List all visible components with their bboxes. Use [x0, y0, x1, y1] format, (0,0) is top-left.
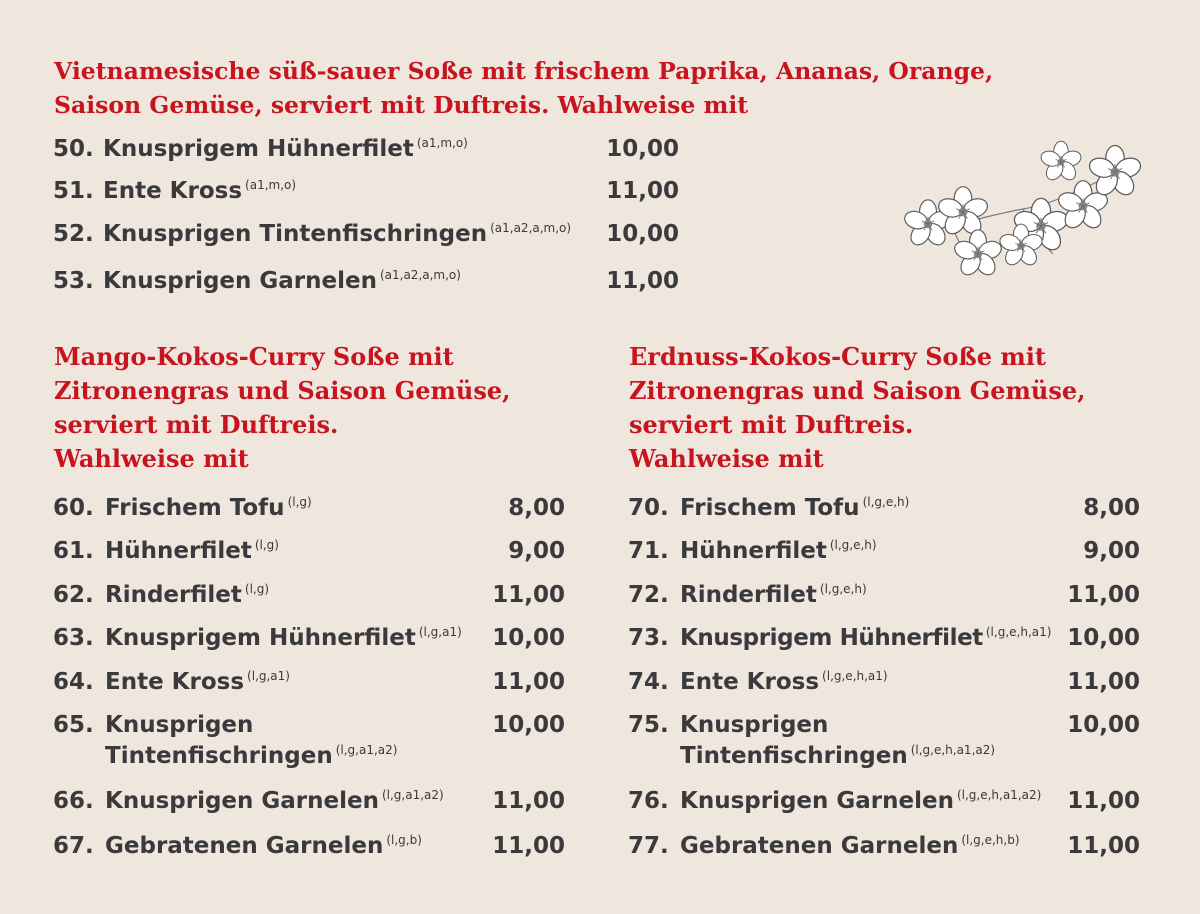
- section2-heading-line: serviert mit Duftreis.: [54, 410, 339, 439]
- item-price: 10,00: [492, 625, 565, 651]
- item-price: 11,00: [492, 833, 565, 859]
- item-name: Knusprigem Hühnerfilet $^{(l,g,a1)}$: [105, 625, 462, 651]
- allergen-codes: (l,g): [287, 495, 312, 509]
- item-name: Knusprigem Hühnerfilet $^{(a1,m,o)}$: [103, 136, 468, 162]
- item-name: Knusprigen Tintenfischringen $^{(l,g,a1,a2)}$: [105, 712, 398, 769]
- allergen-codes: (l,g,a1): [247, 669, 290, 683]
- item-name: Ente Kross $^{(a1,m,o)}$: [103, 178, 297, 204]
- item-price: 11,00: [492, 582, 565, 608]
- item-number: 66.: [53, 788, 94, 814]
- section2-heading-line: Wahlweise mit: [54, 444, 249, 473]
- item-number: 51.: [53, 178, 94, 204]
- item-name: Knusprigen Tintenfischringen $^{(l,g,e,h,a1,a2)}$: [680, 712, 996, 769]
- item-number: 61.: [53, 538, 94, 564]
- section1-heading-line: Saison Gemüse, serviert mit Duftreis. Wahlweise mit: [54, 91, 749, 119]
- section3-heading-line: Zitronengras und Saison Gemüse,: [629, 376, 1086, 405]
- item-name: Knusprigen Garnelen $^{(l,g,e,h,a1,a2)}$: [680, 788, 1042, 814]
- cherry-blossom-icon: [893, 134, 1155, 290]
- allergen-codes: (l,g,e,h,a1,a2): [910, 743, 996, 757]
- item-number: 53.: [53, 268, 94, 294]
- item-number: 76.: [628, 788, 669, 814]
- item-name: Knusprigen Garnelen $^{(a1,a2,a,m,o)}$: [103, 268, 461, 294]
- section2-heading-line: Zitronengras und Saison Gemüse,: [54, 376, 511, 405]
- item-price: 11,00: [606, 178, 679, 204]
- allergen-codes: (l,g,e,h): [829, 538, 877, 552]
- item-name: Frischem Tofu $^{(l,g,e,h)}$: [680, 495, 910, 521]
- item-number: 64.: [53, 669, 94, 695]
- section2-heading: [54, 340, 511, 476]
- section1-heading: [54, 54, 993, 122]
- allergen-codes: (l,g,e,h,a1): [822, 669, 888, 683]
- item-price: 11,00: [1067, 788, 1140, 814]
- item-price: 11,00: [1067, 669, 1140, 695]
- item-name: Knusprigen Tintenfischringen $^{(a1,a2,a,m,o)}$: [103, 221, 572, 247]
- item-number: 75.: [628, 712, 669, 738]
- item-price: 8,00: [508, 495, 565, 521]
- item-name: Ente Kross $^{(l,g,a1)}$: [105, 669, 290, 695]
- item-name: Gebratenen Garnelen $^{(l,g,e,h,b)}$: [680, 833, 1020, 859]
- item-price: 11,00: [492, 669, 565, 695]
- item-number: 60.: [53, 495, 94, 521]
- item-price: 11,00: [1067, 582, 1140, 608]
- item-name: Hühnerfilet $^{(l,g)}$: [105, 538, 279, 564]
- item-price: 10,00: [1067, 712, 1140, 738]
- item-price: 9,00: [1083, 538, 1140, 564]
- allergen-codes: (a1,m,o): [416, 136, 468, 150]
- item-number: 73.: [628, 625, 669, 651]
- item-name: Knusprigem Hühnerfilet $^{(l,g,e,h,a1)}$: [680, 625, 1052, 651]
- allergen-codes: (l,g,e,h,a1): [985, 625, 1052, 639]
- section3-heading-line: Wahlweise mit: [629, 444, 824, 473]
- section2-heading-line: Mango-Kokos-Curry Soße mit: [54, 342, 454, 371]
- item-name: Rinderfilet $^{(l,g)}$: [105, 582, 270, 608]
- item-price: 11,00: [606, 268, 679, 294]
- item-price: 8,00: [1083, 495, 1140, 521]
- item-number: 71.: [628, 538, 669, 564]
- item-name: Rinderfilet $^{(l,g,e,h)}$: [680, 582, 867, 608]
- item-price: 9,00: [508, 538, 565, 564]
- section3-heading-line: serviert mit Duftreis.: [629, 410, 914, 439]
- allergen-codes: (l,g,e,h): [862, 495, 910, 509]
- allergen-codes: (l,g,b): [386, 833, 422, 847]
- item-name: Frischem Tofu $^{(l,g)}$: [105, 495, 312, 521]
- item-number: 50.: [53, 136, 94, 162]
- item-price: 10,00: [606, 221, 679, 247]
- item-number: 67.: [53, 833, 94, 859]
- item-name: Hühnerfilet $^{(l,g,e,h)}$: [680, 538, 877, 564]
- allergen-codes: (l,g,a1): [418, 625, 462, 639]
- item-price: 10,00: [606, 136, 679, 162]
- item-number: 63.: [53, 625, 94, 651]
- allergen-codes: (a1,a2,a,m,o): [379, 268, 461, 282]
- item-number: 72.: [628, 582, 669, 608]
- allergen-codes: (l,g): [254, 538, 279, 552]
- item-name: Ente Kross $^{(l,g,e,h,a1)}$: [680, 669, 888, 695]
- item-price: 10,00: [492, 712, 565, 738]
- item-price: 11,00: [1067, 833, 1140, 859]
- item-price: 10,00: [1067, 625, 1140, 651]
- allergen-codes: (l,g,a1,a2): [381, 788, 444, 802]
- allergen-codes: (l,g,e,h,a1,a2): [956, 788, 1042, 802]
- item-number: 62.: [53, 582, 94, 608]
- allergen-codes: (l,g,a1,a2): [335, 743, 398, 757]
- item-price: 11,00: [492, 788, 565, 814]
- section3-heading-line: Erdnuss-Kokos-Curry Soße mit: [629, 342, 1046, 371]
- allergen-codes: (a1,m,o): [245, 178, 297, 192]
- item-number: 65.: [53, 712, 94, 738]
- allergen-codes: (l,g): [244, 582, 270, 596]
- item-number: 74.: [628, 669, 669, 695]
- item-name: Gebratenen Garnelen $^{(l,g,b)}$: [105, 833, 422, 859]
- item-number: 70.: [628, 495, 669, 521]
- allergen-codes: (l,g,e,h): [819, 582, 867, 596]
- section1-heading-line: Vietnamesische süß-sauer Soße mit frischem Paprika, Ananas, Orange,: [54, 57, 994, 85]
- allergen-codes: (a1,a2,a,m,o): [490, 221, 572, 235]
- item-number: 52.: [53, 221, 94, 247]
- item-number: 77.: [628, 833, 669, 859]
- allergen-codes: (l,g,e,h,b): [961, 833, 1020, 847]
- section3-heading: [629, 340, 1086, 476]
- item-name: Knusprigen Garnelen $^{(l,g,a1,a2)}$: [105, 788, 444, 814]
